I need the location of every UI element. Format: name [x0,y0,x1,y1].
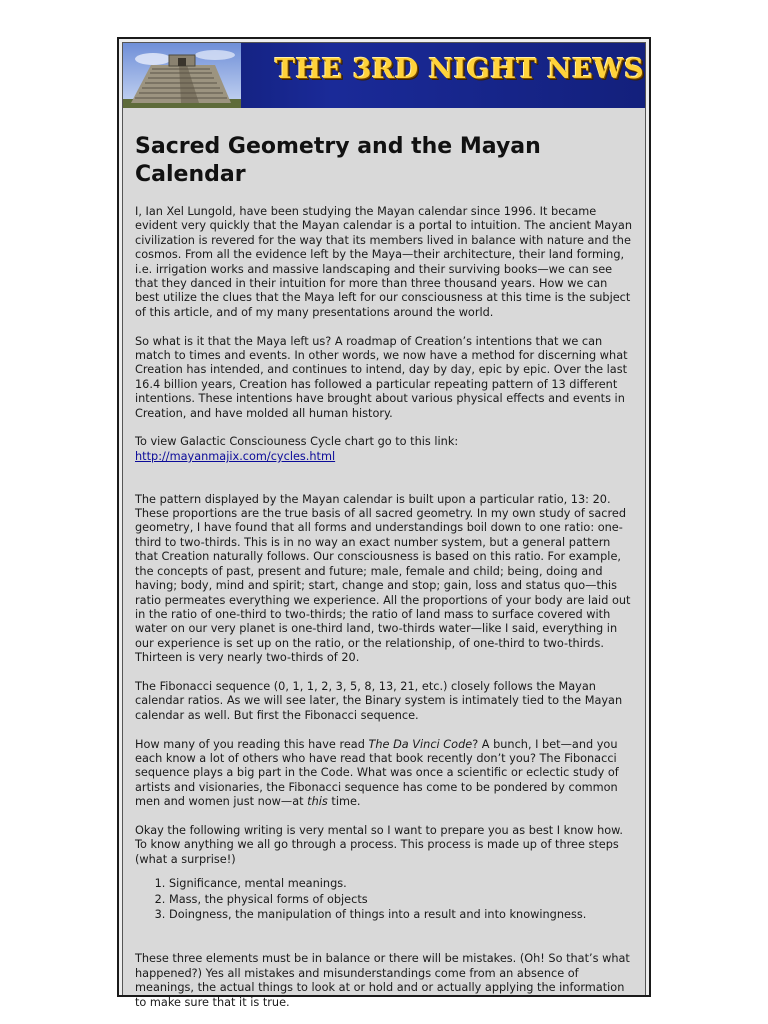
paragraph: These three elements must be in balance or there will be mistakes. (Oh! So that’s what happened?) Yes all mistakes and misunderstandings come from an absence of meanings, the actual things to look at or hold and or actually applying the information to make sure that it is true. [135,952,630,1009]
pyramid-image [123,43,241,108]
paragraph-link-intro [135,435,635,464]
paragraph: I, Ian Xel Lungold, have been studying the Mayan calendar since 1996. It became evident very quickly that the Mayan calendar is a portal to intuition. The ancient Mayan civilization is revered for the way that its members lived in balance with nature and the cosmos. From all the evidence left by the Maya—their architecture, their land forming, i.e. irrigation works and massive landscaping and their surviving books—we can see that they danced in their intuition for more than three thousand years. How we can best utilize the clues that the Maya left for our consciousness at this time is the subject of this article, and of my many presentations around the world. [135,205,632,319]
article [135,119,635,1024]
emphasis-text: this [307,795,328,809]
list-item: 3. Doingness, the manipulation of things into a result and into knowingness. [169,908,635,922]
link-intro-text: To view Galactic Consciouness Cycle chart go to this link: [135,435,459,449]
paragraph: So what is it that the Maya left us? A roadmap of Creation’s intentions that we can match to times and events. In other words, we now have a method for discerning what Creation has intended, and continues to intend, day by day, epic by epic. Over the last 16.4 billion years, Creation has followed a particular repeating pattern of 13 different intentions. These intentions have brought about various physical effects and events in Creation, and have molded all human history. [135,334,628,420]
article-title: Sacred Geometry and the Mayan Calendar [135,134,541,187]
page-frame [117,37,651,1009]
text-run: How many of you reading this have read [135,737,369,751]
page-content-area [122,42,646,1009]
list-item: 2. Mass, the physical forms of objects [169,893,635,907]
text-run: ? A bunch, I bet—and you each know a lot of others who have read that book recently don’t you? The Fibonacci sequence plays a big part in the Code. What was once a scientific or eclectic study of artists and visionaries, the Fibonacci sequence has come to be pondered by common men and women just now—at [135,737,619,809]
book-title: The Da Vinci Code [368,737,473,751]
paragraph: The pattern displayed by the Mayan calendar is built upon a particular ratio, 13: 20. These proportions are the true basis of all sacred geometry. In my own study of sacred geometry, I have found that all forms and understandings boil down to one ratio: one-third to two-thirds. This is in no way an exact number system, but a general pattern that Creation naturally follows. Our consciousness is based on this ratio. For example, the concepts of past, present and future; male, female and child; being, doing and having; body, mind and spirit; start, change and stop; gain, loss and status quo—this ratio permeates everything we experience. All the proportions of your body are laid out in the ratio of one-third to two-thirds; the ratio of land mass to surface covered with water on our very planet is one-third land, two-thirds water—like I said, everything in our experience is set up on the ratio, or the relationship, of one-third to two-thirds. Thirteen is very nearly two-thirds of 20. [135,492,631,665]
text-run: time. [327,795,361,809]
steps-list [135,877,635,922]
masthead-title: THE 3RD NIGHT NEWS [275,54,645,85]
paragraph-da-vinci [135,738,635,810]
header-banner [123,43,645,108]
paragraph: Okay the following writing is very mental so I want to prepare you as best I know how. To know anything we all go through a process. This process is made up of three steps (what a surprise!) [135,823,623,866]
spacer [135,479,635,493]
cycles-chart-link[interactable]: http://mayanmajix.com/cycles.html [135,449,336,463]
paragraph: The Fibonacci sequence (0, 1, 1, 2, 3, 5, 8, 13, 21, etc.) closely follows the Mayan calendar ratios. As we will see later, the Binary system is intimately tied to the Mayan calendar as well. But first the Fibonacci sequence. [135,679,623,722]
list-item: 1. Significance, mental meanings. [169,877,635,891]
